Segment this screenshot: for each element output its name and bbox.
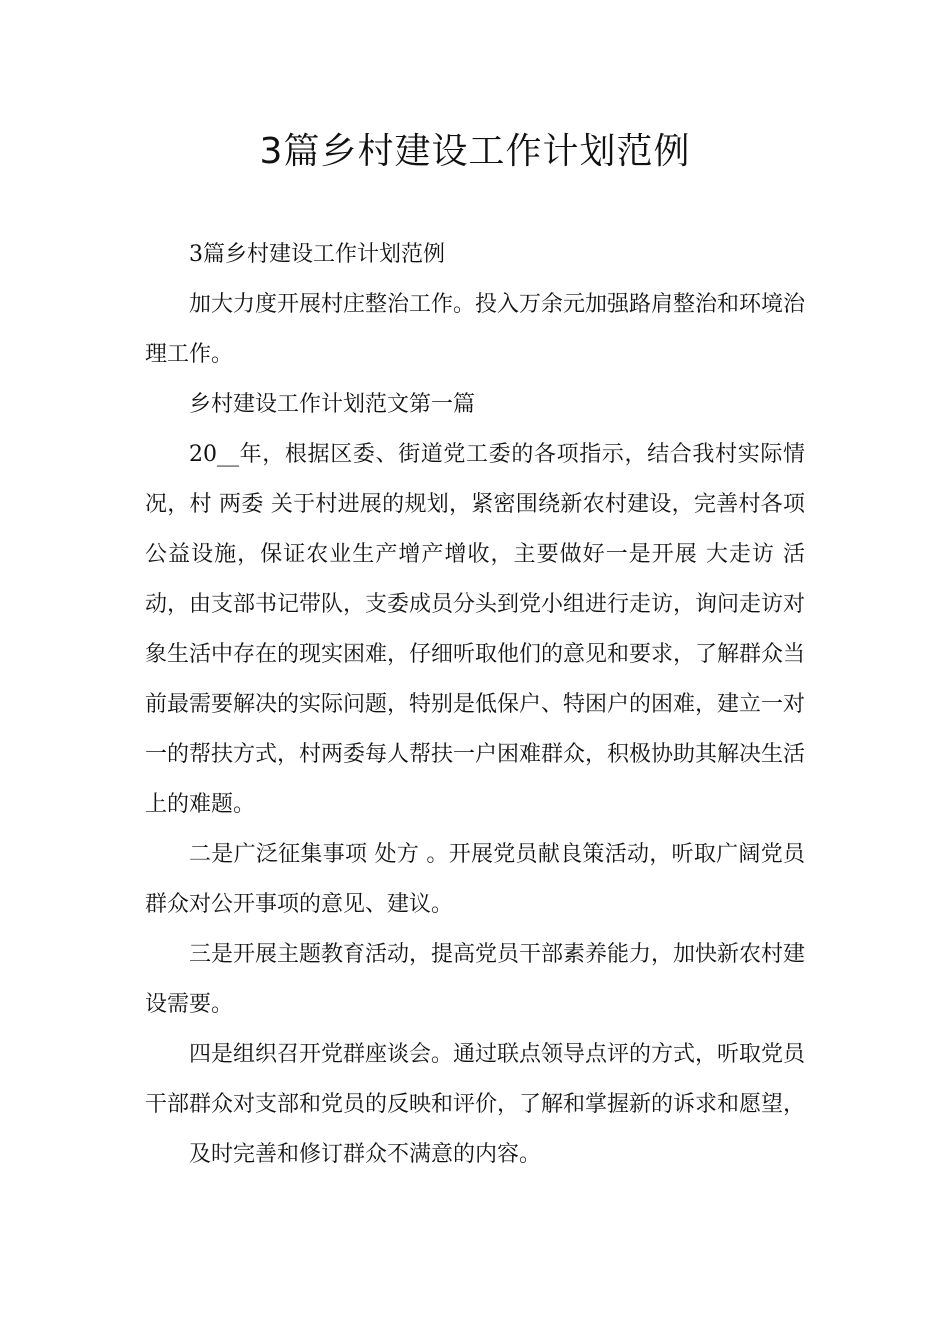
paragraph: 及时完善和修订群众不满意的内容。 [189,1142,542,1167]
paragraph: 二是广泛征集事项 处方 。开展党员献良策活动，听取广阔党员群众对公开事项的意见、建议。 [145,842,805,917]
paragraph: 加大力度开展村庄整治工作。投入万余元加强路肩整治和环境治理工作。 [145,292,806,367]
document-body [145,230,805,1180]
paragraph: 三是开展主题教育活动，提高党员干部素养能力，加快新农村建设需要。 [145,942,806,1017]
section-heading: 乡村建设工作计划范文第一篇 [189,392,476,417]
paragraph: 20__年，根据区委、街道党工委的各项指示，结合我村实际情况，村 两委 关于村进展的规划，紧密围绕新农村建设，完善村各项公益设施，保证农业生产增产增收，主要做好一是开展 大走访 活动，由支部书记带队，支委成员分头到党小组进行走访，询问走访对象生活中存在的现实困难，仔细听取他们的意见和要求，了解群众当前最需要解决的实际问题，特别是低保户、特困户的困难，建立一对一的帮扶方式，村两委每人帮扶一户困难群众，积极协助其解决生活上的难题。 [145,442,806,817]
document-title: 3篇乡村建设工作计划范例 [259,131,691,172]
paragraph: 四是组织召开党群座谈会。通过联点领导点评的方式，听取党员干部群众对支部和党员的反映和评价，了解和掌握新的诉求和愿望， [145,1042,806,1117]
paragraph: 3篇乡村建设工作计划范例 [189,242,445,267]
